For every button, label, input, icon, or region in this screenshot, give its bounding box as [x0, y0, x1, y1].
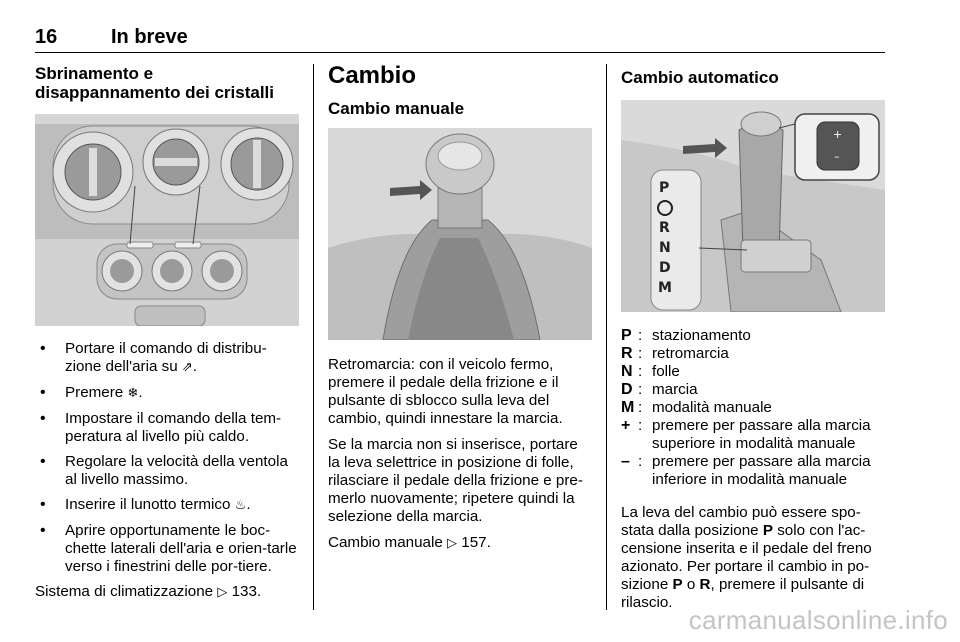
- manual-gearbox-reference[interactable]: Cambio manuale ▷ 157.: [328, 534, 491, 551]
- gate-label: P: [659, 180, 670, 196]
- svg-text:–: –: [834, 150, 840, 163]
- list-item: • Aprire opportunamente le boc-chette laterali dell'aria e orien-tarle verso i finestrini delle por-tiere.: [35, 522, 299, 576]
- list-item: M : modalità manuale: [621, 399, 772, 416]
- rear-defrost-icon: ♨: [234, 498, 247, 513]
- gearbox-heading: Cambio: [328, 62, 417, 89]
- svg-text:+: +: [833, 128, 843, 141]
- column-defrost: [35, 64, 299, 610]
- gate-label: M: [658, 280, 672, 296]
- column-automatic: [621, 64, 887, 620]
- page-ref-arrow-icon: ▷: [447, 536, 458, 551]
- gear-legend: [621, 327, 887, 489]
- column-divider: [606, 64, 607, 610]
- gate-label: N: [659, 240, 671, 256]
- manual-gearbox-figure: [328, 128, 592, 340]
- list-item: • Portare il comando di distribu-zione dell'aria su ⇗.: [35, 340, 299, 377]
- list-item: • Premere ❄.: [35, 384, 299, 403]
- gear-selection-paragraph: Se la marcia non si inserisce, portare la leva selettrice in posizione di folle, rilasciare il pedale della frizione e pre-merlo nuovamente; ripetere quindi la selezione della marcia.: [328, 436, 583, 525]
- page-number: 16: [35, 26, 58, 48]
- climate-controls-figure: [35, 114, 299, 326]
- list-item: • Impostare il comando della tem-peratura al livello più caldo.: [35, 410, 299, 446]
- list-item: D : marcia: [621, 381, 698, 398]
- page-ref-arrow-icon: ▷: [217, 585, 228, 600]
- list-item: R : retromarcia: [621, 345, 729, 362]
- list-item: • Regolare la velocità della ventola al livello massimo.: [35, 453, 299, 489]
- column-gearbox: [328, 64, 592, 561]
- climate-reference[interactable]: Sistema di climatizzazione ▷ 133.: [35, 583, 262, 600]
- list-item: • Inserire il lunotto termico ♨.: [35, 496, 299, 515]
- list-item: – : premere per passare alla marcia inferiore in modalità manuale: [621, 453, 871, 488]
- automatic-gearbox-heading: Cambio automatico: [621, 68, 779, 87]
- defrost-heading: Sbrinamento e disappannamento dei cristalli: [35, 64, 275, 102]
- list-item: N : folle: [621, 363, 680, 380]
- windscreen-airflow-icon: ⇗: [181, 360, 193, 375]
- gate-label: D: [659, 260, 671, 276]
- gate-label: R: [659, 220, 670, 236]
- list-item: + : premere per passare alla marcia superiore in modalità manuale: [621, 417, 871, 452]
- page-header: [35, 22, 885, 53]
- manual-gearbox-heading: Cambio manuale: [328, 99, 465, 118]
- automatic-gearbox-figure: [621, 100, 885, 312]
- ac-defrost-icon: ❄: [127, 386, 139, 401]
- column-divider: [313, 64, 314, 610]
- minus-icon: –: [621, 453, 630, 470]
- reverse-gear-paragraph: Retromarcia: con il veicolo fermo, premere il pedale della frizione e il pulsante di sblocco sulla leva del cambio, quindi innestare la marcia.: [328, 356, 563, 427]
- list-item: P : stazionamento: [621, 327, 751, 344]
- plus-icon: +: [621, 417, 631, 434]
- section-title: In breve: [111, 26, 188, 48]
- watermark: carmanualsonline.info: [688, 605, 948, 635]
- shift-lever-paragraph: La leva del cambio può essere spo-stata dalla posizione P solo con l'ac-censione inserita e il pedale del freno azionato. Per portare il cambio in po-sizione P o R, premere il pulsante di rilascio.: [621, 504, 872, 611]
- defrost-steps: [35, 340, 299, 576]
